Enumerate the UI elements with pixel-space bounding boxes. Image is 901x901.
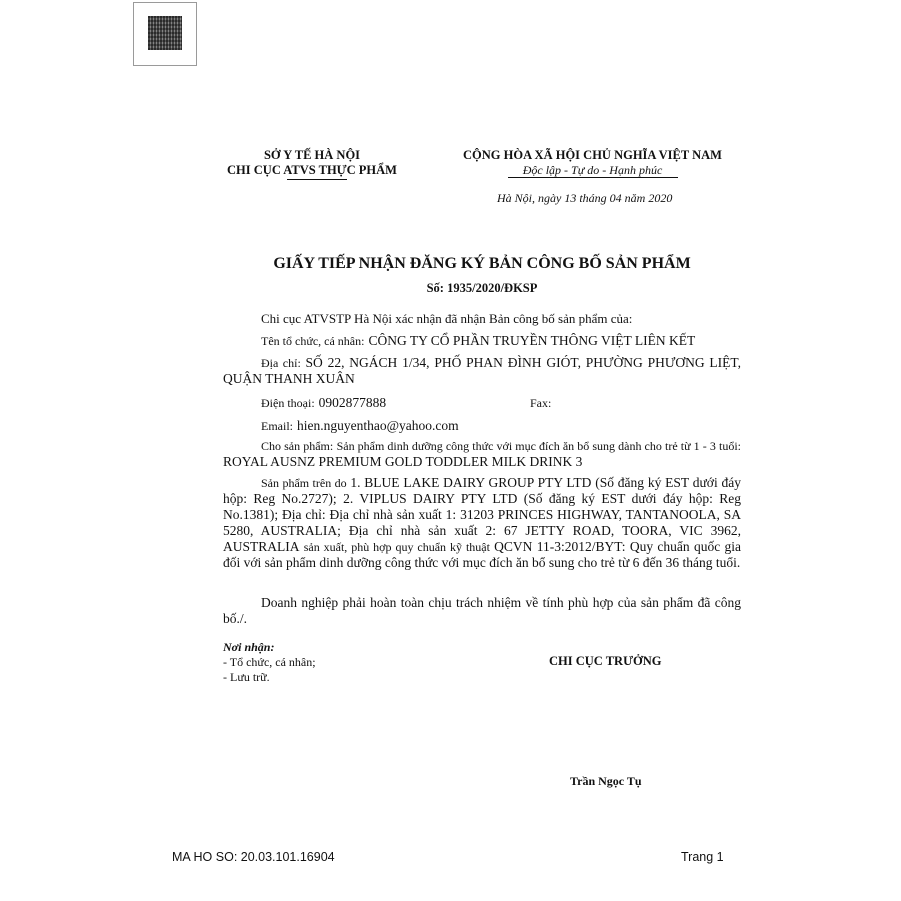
email-label: Email: [261,419,293,433]
address-row [223,355,741,387]
manufacturer-label: Sản phẩm trên do [261,476,347,490]
product-desc: Sản phẩm dinh dưỡng công thức với mục đích ăn bổ sung dành cho trẻ từ 1 - 3 tuổi: [336,439,741,453]
agency-line2: CHI CỤC ATVS THỰC PHẨM [227,163,397,177]
motto-underline [508,177,678,178]
address-value: SỐ 22, NGÁCH 1/34, PHỐ PHAN ĐÌNH GIÓT, PHƯỜNG PHƯƠNG LIỆT, QUẬN THANH XUÂN [223,355,742,386]
agency-underline [287,179,347,180]
recipients-block [223,640,316,685]
product-label: Cho sản phẩm: [261,439,334,453]
org-row [261,332,741,350]
phone-row [261,394,386,412]
manufacturer-row [223,475,741,571]
page-number: Trang 1 [681,850,724,864]
recipients-title: Nơi nhận: [223,640,275,654]
email-value: hien.nguyenthao@yahoo.com [297,418,459,433]
phone-label: Điện thoại: [261,396,315,410]
qr-code-icon [148,16,182,50]
fax-label: Fax: [530,396,552,410]
phone-value: 0902877888 [318,395,387,410]
responsibility-text: Doanh nghiệp phải hoàn toàn chịu trách nhiệm về tính phù hợp của sản phẩm đã công bố./. [223,595,741,626]
qr-code-frame [133,2,197,66]
national-motto: Độc lập - Tự do - Hạnh phúc [522,163,663,177]
org-label: Tên tổ chức, cá nhân: [261,334,365,348]
agency-line1: SỞ Y TẾ HÀ NỘI [263,148,361,162]
agency-name [227,148,397,178]
address-label: Địa chỉ: [261,356,301,370]
product-row [223,438,741,470]
email-row [261,417,459,435]
signer-position: CHI CỤC TRƯỞNG [549,654,662,668]
manufacturer-value: 1. BLUE LAKE DAIRY GROUP PTY LTD (Số đăng ký EST dưới đáy hộp: Reg No.2727); 2. VIPLUS DAIRY PTY LTD (Số đăng ký EST dưới đáy hộp: Reg No.1381); Địa chỉ: Địa chỉ nhà sản xuất 1: 31203 PRINCES HIGHWAY, TANTANOOLA, SA 5280, AUSTRALIA; Địa chỉ nhà sản xuất 2: 67 JETTY ROAD, TOORA, VIC 3962, AUSTRALIA [223,475,741,554]
product-name: ROYAL AUSNZ PREMIUM GOLD TODDLER MILK DRINK 3 [223,454,583,469]
recipient-item: - Lưu trữ. [223,670,270,684]
manufacturer-suffix: sản xuất, phù hợp quy chuẩn kỹ thuật [303,540,490,554]
recipient-item: - Tổ chức, cá nhân; [223,655,316,669]
issue-date: Hà Nội, ngày 13 tháng 04 năm 2020 [497,191,673,205]
intro-text: Chi cục ATVSTP Hà Nội xác nhận đã nhận Bản công bố sản phẩm của: [261,311,633,326]
dossier-code: MA HO SO: 20.03.101.16904 [172,850,335,864]
national-title: CỘNG HÒA XÃ HỘI CHỦ NGHĨA VIỆT NAM [463,148,722,162]
national-header [455,148,730,178]
signer-name: Trần Ngọc Tụ [570,774,642,788]
manufacturer-standard: QCVN 11-3:2012/BYT: Quy chuẩn quốc gia đối với sản phẩm dinh dưỡng công thức với mục đích ăn bổ sung cho trẻ từ 6 đến 36 tháng tuổi. [223,539,742,570]
document-title: GIẤY TIẾP NHẬN ĐĂNG KÝ BẢN CÔNG BỐ SẢN PHẨM [273,255,691,272]
org-value: CÔNG TY CỔ PHẦN TRUYỀN THÔNG VIỆT LIÊN KẾT [368,333,696,348]
document-number: Số: 1935/2020/ĐKSP [426,281,538,295]
